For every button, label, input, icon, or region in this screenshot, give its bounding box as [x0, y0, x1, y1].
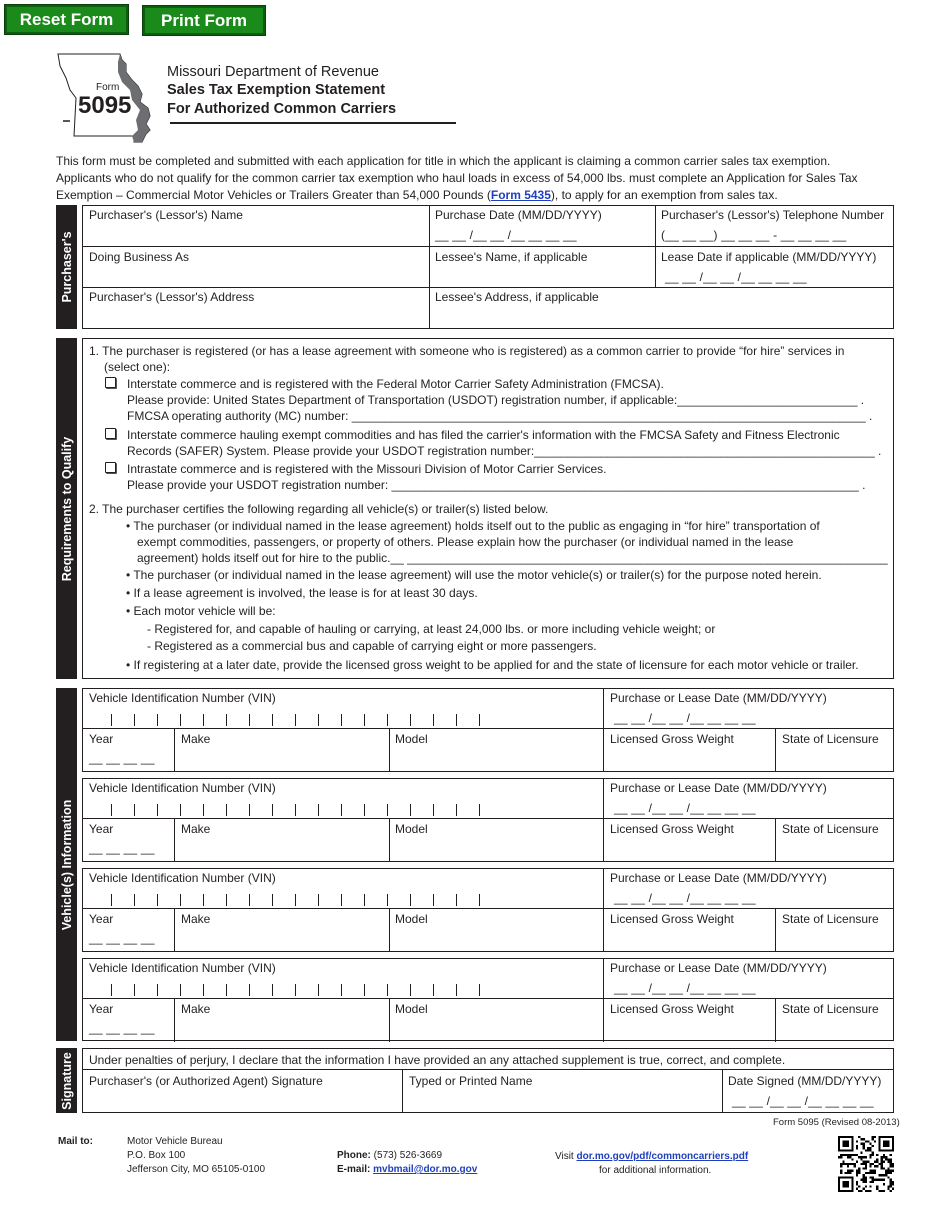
vehicle-1-make-label: Make [181, 732, 211, 746]
department-name: Missouri Department of Revenue [167, 64, 379, 80]
form-number: 5095 [78, 92, 132, 119]
vehicle-3-state-label: State of Licensure [782, 912, 879, 926]
req-item1-line2: (select one): [104, 360, 171, 374]
opt2-line1: Interstate commerce hauling exempt commodities and has filed the carrier's information with the FMCSA Safety and Fitness Electronic [127, 428, 840, 442]
lessee-name-field[interactable] [430, 247, 654, 287]
lessee-address-label: Lessee's Address, if applicable [435, 290, 599, 304]
mail-address-line3: Jefferson City, MO 65105-0100 [127, 1164, 266, 1175]
vehicle-1-date-field[interactable]: __ __ /__ __ /__ __ __ __ [614, 711, 756, 725]
vehicle-3-weight-label: Licensed Gross Weight [610, 912, 734, 926]
req-bullet4-sub2: - Registered as a commercial bus and capable of carrying eight or more passengers. [147, 639, 597, 653]
opt1-line3: FMCSA operating authority (MC) number: _____________________________________________________________________________ . [127, 409, 873, 423]
vehicle-4-weight-label: Licensed Gross Weight [610, 1002, 734, 1016]
vehicle-1-weight-label: Licensed Gross Weight [610, 732, 734, 746]
vehicles-section-bar [56, 688, 77, 1041]
vehicle-2-weight-field[interactable] [604, 819, 774, 861]
title-underline [170, 122, 456, 124]
intrastate-checkbox[interactable] [105, 462, 116, 473]
req-bullet3: • If a lease agreement is involved, the lease is for at least 30 days. [126, 586, 478, 600]
common-carriers-link[interactable]: dor.mo.gov/pdf/commoncarriers.pdf [576, 1151, 749, 1162]
vehicle-1-model-label: Model [395, 732, 428, 746]
form-word: Form [96, 82, 120, 93]
vehicle-1-state-label: State of Licensure [782, 732, 879, 746]
vehicle-3-vin-label: Vehicle Identification Number (VIN) [89, 871, 276, 885]
revision-note: Form 5095 (Revised 08-2013) [773, 1117, 900, 1128]
address-label: Purchaser's (Lessor's) Address [89, 290, 255, 304]
req-bullet4: • Each motor vehicle will be: [126, 604, 276, 618]
vehicle-1-vin-label: Vehicle Identification Number (VIN) [89, 691, 276, 705]
vehicle-2-model-label: Model [395, 822, 428, 836]
vehicle-4-vin-label: Vehicle Identification Number (VIN) [89, 961, 276, 975]
purchaser-section-label: Purchaser's [59, 231, 74, 303]
purchase-date-field[interactable]: __ __ /__ __ /__ __ __ __ [435, 228, 577, 242]
req-bullet5: • If registering at a later date, provide the licensed gross weight to be applied for and the state of licensure for each motor vehicle or trailer. [126, 658, 859, 672]
vehicle-4-make-field[interactable] [175, 999, 388, 1041]
form-title-line2: For Authorized Common Carriers [167, 101, 397, 117]
purchaser-name-label: Purchaser's (Lessor's) Name [89, 208, 243, 222]
visit-text: Visit [555, 1151, 574, 1162]
signature-section-label: Signature [59, 1051, 74, 1110]
vehicle-4-year-field[interactable]: __ __ __ __ [89, 1021, 155, 1035]
vehicle-3-year-field[interactable]: __ __ __ __ [89, 931, 155, 945]
vehicle-4-date-label: Purchase or Lease Date (MM/DD/YYYY) [610, 961, 827, 975]
signature-label: Purchaser's (or Authorized Agent) Signature [89, 1074, 323, 1088]
email-link[interactable]: mvbmail@dor.mo.gov [373, 1164, 478, 1175]
vehicle-1-model-field[interactable] [390, 729, 602, 771]
lease-date-label: Lease Date if applicable (MM/DD/YYYY) [661, 250, 877, 264]
reset-form-button[interactable]: Reset Form [4, 4, 129, 35]
signature-section-bar [56, 1048, 77, 1113]
phone-line [337, 1150, 442, 1161]
vehicle-2-make-label: Make [181, 822, 211, 836]
vehicle-1-year-field[interactable]: __ __ __ __ [89, 751, 155, 765]
dba-field[interactable] [83, 247, 428, 287]
vehicle-4-state-label: State of Licensure [782, 1002, 879, 1016]
form-5435-link[interactable]: Form 5435 [490, 188, 551, 202]
opt3-line2: Please provide your USDOT registration number: ______________________________________________________________________ . [127, 478, 866, 492]
opt2-line2: Records (SAFER) System. Please provide your USDOT registration number:___________________________________________________ . [127, 444, 882, 458]
vehicle-3-vin-field[interactable] [111, 894, 541, 906]
date-signed-label: Date Signed (MM/DD/YYYY) [728, 1074, 882, 1088]
vehicle-1-make-field[interactable] [175, 729, 388, 771]
vehicle-2-model-field[interactable] [390, 819, 602, 861]
vehicle-3-model-field[interactable] [390, 909, 602, 951]
printed-name-label: Typed or Printed Name [409, 1074, 533, 1088]
purchaser-name-field[interactable] [83, 206, 428, 246]
opt3-line1: Intrastate commerce and is registered with the Missouri Division of Motor Carrier Services. [127, 462, 607, 476]
vehicle-2-date-label: Purchase or Lease Date (MM/DD/YYYY) [610, 781, 827, 795]
vehicle-2-state-label: State of Licensure [782, 822, 879, 836]
vehicle-2-year-label: Year [89, 822, 114, 836]
vehicle-3-make-label: Make [181, 912, 211, 926]
opt1-line2: Please provide: United States Department of Transportation (USDOT) registration number, if applicable:___________________________ . [127, 393, 865, 407]
req-bullet4-sub1: - Registered for, and capable of hauling or carrying, at least 24,000 lbs. or more including vehicle weight; or [147, 622, 716, 636]
vehicle-3-date-label: Purchase or Lease Date (MM/DD/YYYY) [610, 871, 827, 885]
perjury-declaration: Under penalties of perjury, I declare that the information I have provided an any attached supplement is true, correct, and complete. [89, 1053, 786, 1067]
vehicle-3-model-label: Model [395, 912, 428, 926]
vehicle-4-date-field[interactable]: __ __ /__ __ /__ __ __ __ [614, 981, 756, 995]
qr-code-icon [838, 1136, 894, 1192]
dba-label: Doing Business As [89, 250, 190, 264]
mail-address-line2: P.O. Box 100 [127, 1150, 186, 1161]
intro-line1: This form must be completed and submitted with each application for title in which the applicant is claiming a common carrier sales tax exemption. [56, 154, 831, 168]
intro-line3-end: ), to apply for an exemption from sales tax. [550, 188, 778, 202]
vehicle-1-state-field[interactable] [776, 729, 893, 771]
more-info-text: for additional information. [599, 1165, 712, 1176]
email-line [337, 1164, 477, 1175]
purchase-date-label: Purchase Date (MM/DD/YYYY) [435, 208, 602, 222]
intro-line3-text: Exemption – Commercial Motor Vehicles or Trailers Greater than 54,000 Pounds ( [56, 188, 491, 202]
vehicle-1-vin-field[interactable] [111, 714, 541, 726]
purchaser-section-bar [56, 205, 77, 329]
req-bullet2: • The purchaser (or individual named in the lease agreement) will use the motor vehicle(s) or trailer(s) for the purpose noted herein. [126, 568, 822, 582]
phone-title: Phone: [337, 1150, 371, 1161]
mail-to-label: Mail to: [58, 1136, 93, 1147]
phone-number: (573) 526-3669 [373, 1150, 443, 1161]
vehicle-1-date-label: Purchase or Lease Date (MM/DD/YYYY) [610, 691, 827, 705]
vehicle-4-make-label: Make [181, 1002, 211, 1016]
vehicle-4-model-field[interactable] [390, 999, 602, 1041]
vehicle-4-vin-field[interactable] [111, 984, 541, 996]
date-signed-field[interactable]: __ __ /__ __ /__ __ __ __ [732, 1094, 874, 1108]
requirements-section-label: Requirements to Qualify [59, 436, 74, 581]
visit-line [555, 1151, 748, 1162]
vehicle-2-weight-label: Licensed Gross Weight [610, 822, 734, 836]
address-field[interactable] [83, 288, 428, 328]
signature-field[interactable] [83, 1070, 401, 1112]
req-bullet1-line1: • The purchaser (or individual named in the lease agreement) holds itself out to the public as engaging in “for hire” transportation of [126, 519, 820, 533]
vehicles-section-label: Vehicle(s) Information [59, 799, 74, 930]
intro-line2: Applicants who do not qualify for the common carrier tax exemption who haul loads in excess of 54,000 lbs. must complete an Application for Sales Tax [56, 171, 858, 185]
vehicle-1-year-label: Year [89, 732, 114, 746]
vehicle-3-state-field[interactable] [776, 909, 893, 951]
req-item2-line1: 2. The purchaser certifies the following regarding all vehicle(s) or trailer(s) listed below. [89, 502, 549, 516]
vehicle-3-date-field[interactable]: __ __ /__ __ /__ __ __ __ [614, 891, 756, 905]
vehicle-2-vin-field[interactable] [111, 804, 541, 816]
mail-address-line1: Motor Vehicle Bureau [127, 1136, 223, 1147]
vehicle-2-state-field[interactable] [776, 819, 893, 861]
intro-line3 [56, 187, 894, 204]
email-title: E-mail: [337, 1164, 371, 1175]
req-item1-line1: 1. The purchaser is registered (or has a lease agreement with someone who is registered) as a common carrier to provide “for hire” services in [89, 344, 845, 358]
intro-paragraph [56, 153, 894, 204]
form-title-line1: Sales Tax Exemption Statement [167, 82, 386, 98]
vehicle-4-model-label: Model [395, 1002, 428, 1016]
interstate-exempt-checkbox[interactable] [105, 428, 116, 439]
print-form-button[interactable]: Print Form [142, 5, 266, 36]
vehicle-4-year-label: Year [89, 1002, 114, 1016]
interstate-fmcsa-checkbox[interactable] [105, 377, 116, 388]
vehicle-2-make-field[interactable] [175, 819, 388, 861]
req-bullet1-line2: exempt commodities, passengers, or property of others. Please explain how the purchaser (or individual named in the lease [137, 535, 794, 549]
vehicle-1-weight-field[interactable] [604, 729, 774, 771]
req-bullet1-line3: agreement) holds itself out for hire to the public.__ ________________________________________________________________________ [137, 551, 888, 565]
vehicle-4-weight-field[interactable] [604, 999, 774, 1041]
vehicle-3-weight-field[interactable] [604, 909, 774, 951]
vehicle-2-vin-label: Vehicle Identification Number (VIN) [89, 781, 276, 795]
vehicle-4-state-field[interactable] [776, 999, 893, 1041]
vehicle-2-date-field[interactable]: __ __ /__ __ /__ __ __ __ [614, 801, 756, 815]
vehicle-3-year-label: Year [89, 912, 114, 926]
printed-name-field[interactable] [403, 1070, 721, 1112]
lease-date-field[interactable]: __ __ /__ __ /__ __ __ __ [665, 270, 807, 284]
vehicle-3-make-field[interactable] [175, 909, 388, 951]
requirements-section-bar [56, 338, 77, 679]
phone-label: Purchaser's (Lessor's) Telephone Number [661, 208, 885, 222]
phone-field[interactable]: (__ __ __) __ __ __ - __ __ __ __ [661, 228, 847, 242]
lessee-address-field[interactable] [430, 288, 893, 328]
vehicle-2-year-field[interactable]: __ __ __ __ [89, 841, 155, 855]
opt1-line1: Interstate commerce and is registered with the Federal Motor Carrier Safety Administration (FMCSA). [127, 377, 664, 391]
lessee-name-label: Lessee's Name, if applicable [435, 250, 588, 264]
